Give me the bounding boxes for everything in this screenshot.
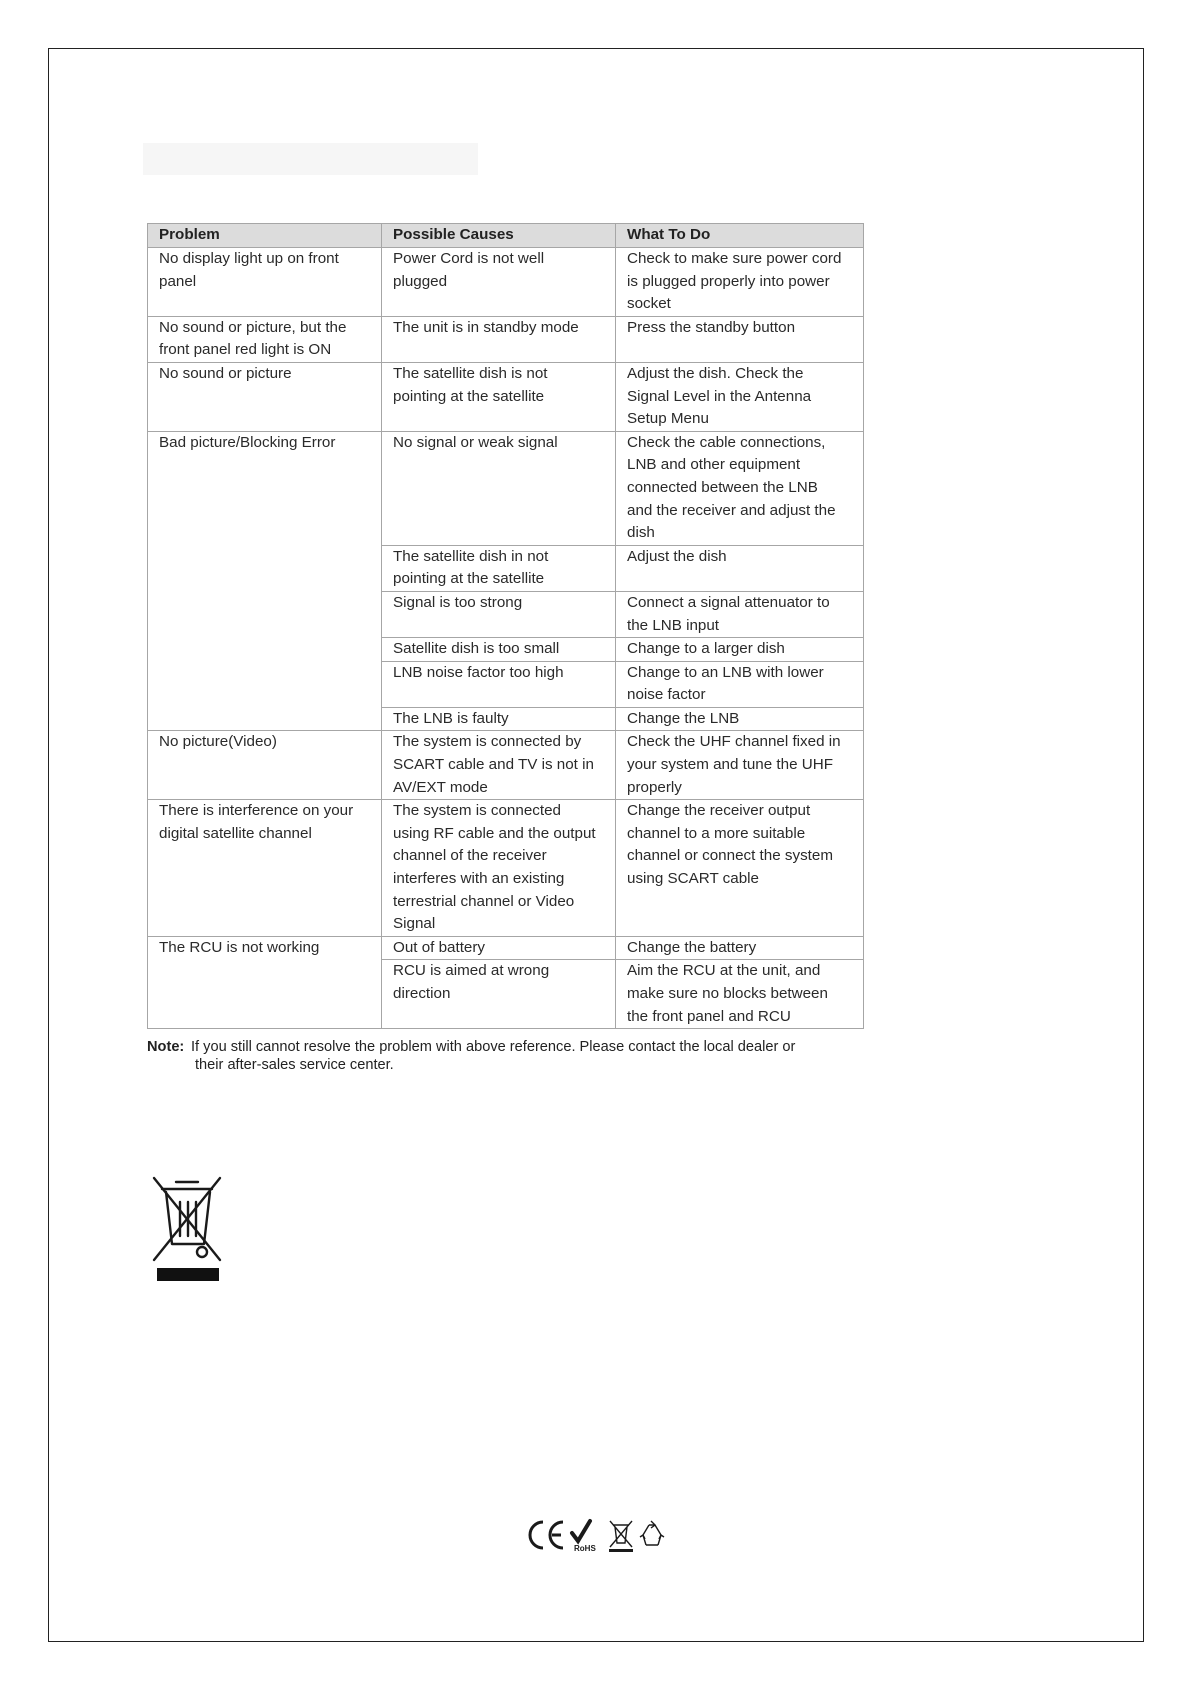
note-text-line1: If you still cannot resolve the problem with above reference. Please contact the local dealer or bbox=[191, 1039, 796, 1055]
cause-cell: RCU is aimed at wrong direction bbox=[382, 960, 616, 1029]
problem-cell: No sound or picture, but the front panel red light is ON bbox=[148, 316, 382, 362]
action-cell: Adjust the dish. Check the Signal Level in the Antenna Setup Menu bbox=[616, 362, 864, 431]
action-cell: Check to make sure power cord is plugged properly into power socket bbox=[616, 248, 864, 317]
title-placeholder-bar bbox=[143, 143, 478, 175]
problem-cell: The RCU is not working bbox=[148, 936, 382, 1028]
problem-cell: Bad picture/Blocking Error bbox=[148, 431, 382, 731]
cause-cell: Signal is too strong bbox=[382, 591, 616, 637]
table-row bbox=[148, 800, 864, 937]
problem-cell: No sound or picture bbox=[148, 362, 382, 431]
header-what-to-do: What To Do bbox=[616, 224, 864, 248]
table-row bbox=[148, 431, 864, 545]
header-possible-causes: Possible Causes bbox=[382, 224, 616, 248]
action-cell: Adjust the dish bbox=[616, 545, 864, 591]
action-cell: Aim the RCU at the unit, and make sure no blocks between the front panel and RCU bbox=[616, 960, 864, 1029]
weee-small-icon bbox=[609, 1521, 633, 1552]
cause-cell: Satellite dish is too small bbox=[382, 638, 616, 662]
cause-cell: The unit is in standby mode bbox=[382, 316, 616, 362]
troubleshooting-table bbox=[147, 223, 864, 1029]
crossed-out-wheelie-bin-icon bbox=[150, 1172, 225, 1282]
table-row bbox=[148, 316, 864, 362]
cause-cell: Out of battery bbox=[382, 936, 616, 960]
cause-cell: Power Cord is not well plugged bbox=[382, 248, 616, 317]
ce-mark-icon bbox=[530, 1522, 563, 1548]
table-body bbox=[148, 248, 864, 1029]
table-row bbox=[148, 936, 864, 960]
cause-cell: LNB noise factor too high bbox=[382, 661, 616, 707]
action-cell: Check the UHF channel fixed in your system and tune the UHF properly bbox=[616, 731, 864, 800]
table-row bbox=[148, 248, 864, 317]
certification-marks bbox=[525, 1515, 675, 1555]
action-cell: Change to a larger dish bbox=[616, 638, 864, 662]
note-text-line2: their after-sales service center. bbox=[195, 1057, 394, 1073]
action-cell: Change the LNB bbox=[616, 707, 864, 731]
table-header-row bbox=[148, 224, 864, 248]
note-block bbox=[147, 1038, 867, 1074]
problem-cell: No picture(Video) bbox=[148, 731, 382, 800]
cause-cell: The satellite dish in not pointing at the satellite bbox=[382, 545, 616, 591]
action-cell: Connect a signal attenuator to the LNB input bbox=[616, 591, 864, 637]
rohs-label: RoHS bbox=[574, 1544, 596, 1553]
action-cell: Change the receiver output channel to a more suitable channel or connect the system using SCART cable bbox=[616, 800, 864, 937]
action-cell: Press the standby button bbox=[616, 316, 864, 362]
cause-cell: The LNB is faulty bbox=[382, 707, 616, 731]
action-cell: Change the battery bbox=[616, 936, 864, 960]
action-cell: Check the cable connections, LNB and other equipment connected between the LNB and the receiver and adjust the dish bbox=[616, 431, 864, 545]
cause-cell: The system is connected using RF cable and the output channel of the receiver interferes with an existing terrestrial channel or Video Signal bbox=[382, 800, 616, 937]
problem-cell: No display light up on front panel bbox=[148, 248, 382, 317]
cause-cell: The satellite dish is not pointing at the satellite bbox=[382, 362, 616, 431]
problem-cell: There is interference on your digital satellite channel bbox=[148, 800, 382, 937]
action-cell: Change to an LNB with lower noise factor bbox=[616, 661, 864, 707]
recycle-icon bbox=[640, 1521, 664, 1545]
table-row bbox=[148, 731, 864, 800]
cause-cell: The system is connected by SCART cable and TV is not in AV/EXT mode bbox=[382, 731, 616, 800]
header-problem: Problem bbox=[148, 224, 382, 248]
rohs-icon bbox=[572, 1521, 596, 1553]
table-row bbox=[148, 362, 864, 431]
note-label: Note: bbox=[147, 1039, 185, 1055]
cause-cell: No signal or weak signal bbox=[382, 431, 616, 545]
